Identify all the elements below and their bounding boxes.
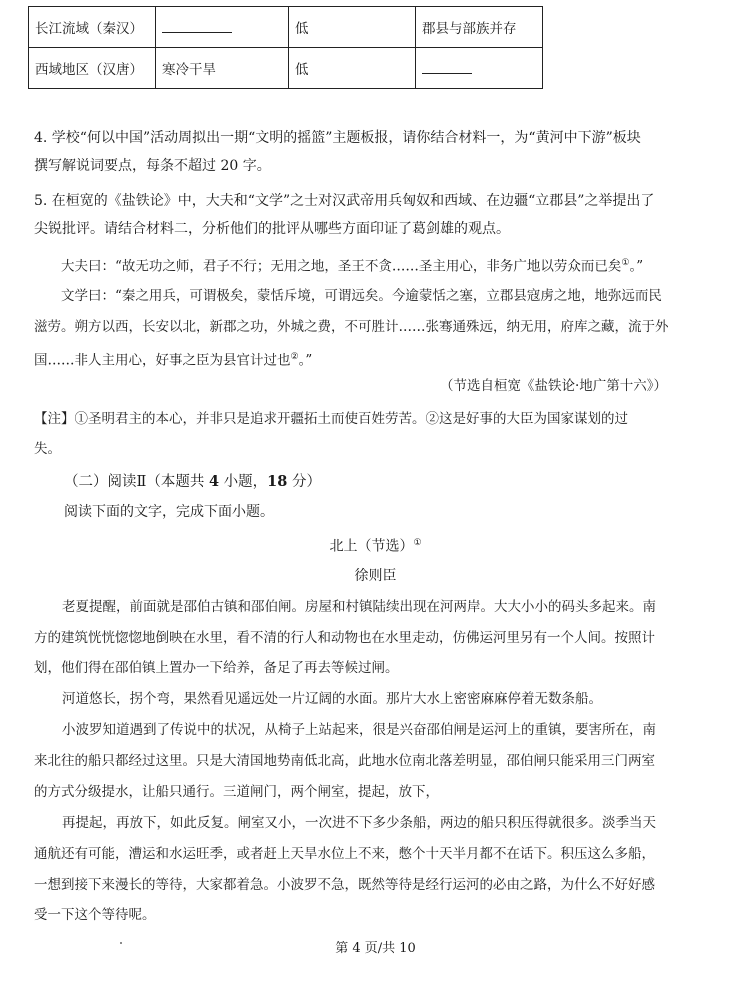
annotation-line-2: 失。 bbox=[34, 441, 61, 457]
heading-score: 18 bbox=[267, 473, 288, 490]
table-cell-blank bbox=[416, 48, 543, 89]
question-5-line-2: 尖锐批评。请结合材料二，分析他们的批评从哪些方面印证了葛剑雄的观点。 bbox=[34, 221, 510, 237]
classic-text: 大夫曰：“故无功之师，君子不行；无用之地，圣王不贪……圣主用心，非务广地以劳众而已矣 bbox=[61, 258, 622, 275]
classic-quote-line-3: 滋劳。朔方以西，长安以北，新郡之功，外城之费，不可胜计……张骞通殊远，纳无用，府库之藏，流于外 bbox=[34, 319, 669, 335]
heading-text: 小题， bbox=[219, 474, 268, 490]
table-cell-region: 长江流域（秦汉） bbox=[29, 7, 156, 48]
story-line: 通航还有可能，漕运和水运旺季，或者赶上天旱水位上不来，憋个十天半月都不在话下。积压这么多船， bbox=[34, 846, 655, 862]
source-citation: （节选自桓宽《盐铁论·地广第十六》） bbox=[440, 378, 668, 394]
question-4-line-1: 4. 学校“何以中国”活动周拟出一期“文明的摇篮”主题板报，请你结合材料一，为“黄河中下游”板块 bbox=[34, 130, 641, 146]
question-5-line-1: 5. 在桓宽的《盐铁论》中，大夫和“文学”之士对汉武帝用兵匈奴和西域、在边疆“立郡县”之举提出了 bbox=[34, 193, 655, 209]
classic-text: 。” bbox=[298, 352, 313, 369]
page-number: 第 4 页/共 10 bbox=[335, 941, 416, 956]
table-row bbox=[29, 48, 543, 89]
table-cell-level: 低 bbox=[289, 7, 416, 48]
section-heading bbox=[64, 473, 321, 491]
heading-text: 分） bbox=[287, 474, 321, 490]
story-line: 来北往的船只都经过这里。只是大清国地势南低北高，此地水位南北落差明显，邵伯闸只能采用三门两室 bbox=[34, 753, 655, 769]
title-text: 北上（节选） bbox=[329, 538, 414, 555]
story-line: 老夏提醒，前面就是邵伯古镇和邵伯闸。房屋和村镇陆续出现在河两岸。大大小小的码头多起来。南 bbox=[62, 599, 656, 615]
classic-text: 。” bbox=[629, 258, 644, 275]
story-line: 划，他们得在邵伯镇上置办一下给养，备足了再去等候过闸。 bbox=[34, 660, 399, 676]
story-line: 再提起，再放下，如此反复。闸室又小，一次进不下多少条船，两边的船只积压得就很多。淡季当天 bbox=[62, 815, 656, 831]
table-cell-region: 西域地区（汉唐） bbox=[29, 48, 156, 89]
story-line: 小波罗知道遇到了传说中的状况，从椅子上站起来，很是兴奋邵伯闸是运河上的重镇，要害所在，南 bbox=[62, 722, 656, 738]
story-line: 受一下这个等待呢。 bbox=[34, 907, 156, 923]
article-author: 徐则臣 bbox=[354, 568, 397, 584]
classic-text: 国……非人主用心，好事之臣为县官计过也 bbox=[34, 352, 291, 369]
comparison-table bbox=[28, 6, 543, 89]
story-line: 一想到接下来漫长的等待，大家都着急。小波罗不急，既然等待是经行运河的必由之路，为什么不好好感 bbox=[34, 877, 655, 893]
reading-instruction: 阅读下面的文字，完成下面小题。 bbox=[64, 504, 274, 520]
table-row bbox=[29, 7, 543, 48]
story-line: 方的建筑恍恍惚惚地倒映在水里，看不清的行人和动物也在水里走动，仿佛运河里另有一个人间。按照计 bbox=[34, 630, 655, 646]
answer-blank bbox=[162, 18, 232, 33]
answer-blank bbox=[422, 59, 472, 74]
table-cell-climate: 寒冷干旱 bbox=[156, 48, 289, 89]
annotation-line-1: 【注】①圣明君主的本心，并非只是追求开疆拓土而使百姓劳苦。②这是好事的大臣为国家谋划的过 bbox=[34, 411, 628, 427]
table-cell-level: 低 bbox=[289, 48, 416, 89]
table-cell-governance: 郡县与部族并存 bbox=[416, 7, 543, 48]
classic-quote-line-2: 文学曰：“秦之用兵，可谓极矣，蒙恬斥境，可谓远矣。今逾蒙恬之塞，立郡县寇虏之地，地弥远而民 bbox=[61, 288, 662, 304]
question-4-line-2: 撰写解说词要点，每条不超过 20 字。 bbox=[34, 158, 271, 174]
footnote-mark: ② bbox=[290, 352, 299, 362]
footnote-mark: ① bbox=[413, 538, 422, 548]
heading-text: （二）阅读Ⅱ（本题共 bbox=[64, 474, 209, 490]
classic-quote-line-4 bbox=[34, 348, 312, 370]
classic-quote-line-1 bbox=[61, 254, 643, 276]
story-line: 的方式分级提水，让船只通行。三道闸门，两个闸室，提起，放下， bbox=[34, 784, 439, 800]
article-title bbox=[0, 534, 751, 556]
table-cell-blank bbox=[156, 7, 289, 48]
footnote-mark: ① bbox=[621, 258, 630, 268]
story-line: 河道悠长，拐个弯，果然看见遥远处一片辽阔的水面。那片大水上密密麻麻停着无数条船。 bbox=[62, 691, 602, 707]
heading-count: 4 bbox=[208, 473, 220, 490]
